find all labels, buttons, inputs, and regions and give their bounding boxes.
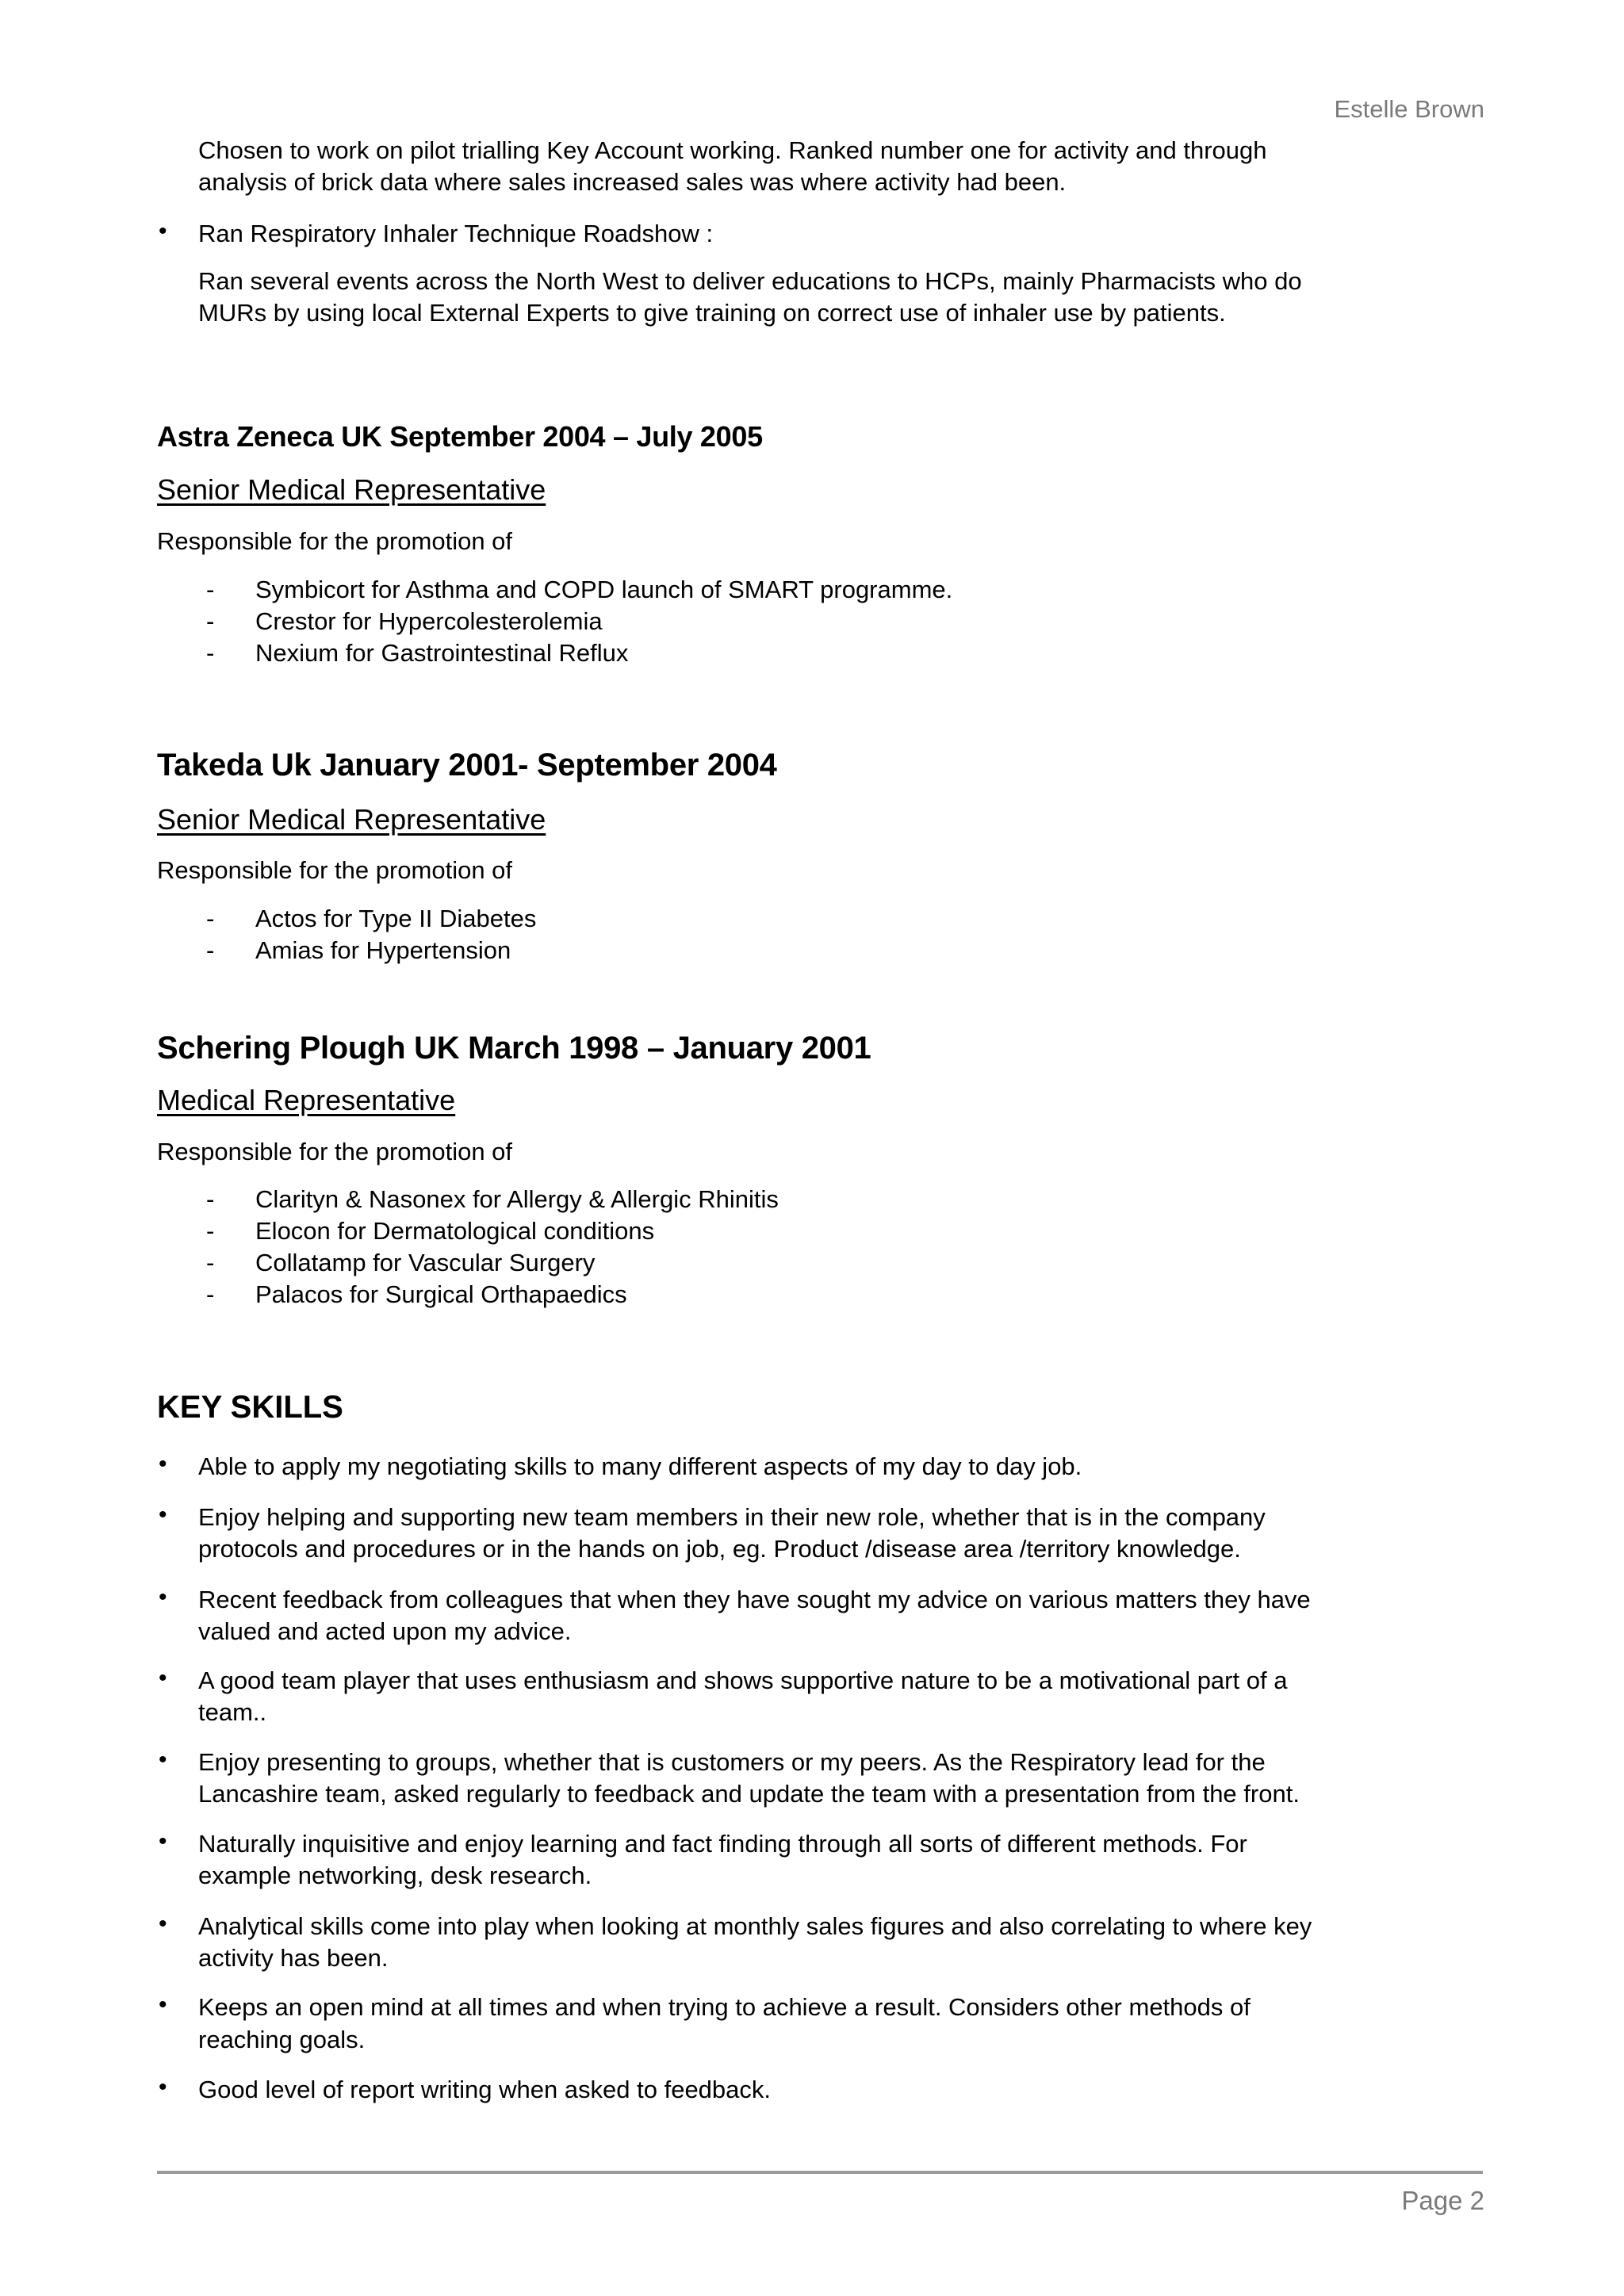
dash-icon: - [206, 607, 215, 635]
skill-line: protocols and procedures or in the hands on job, eg. Product /disease area /territory knowledge. [198, 1535, 1241, 1563]
job-item: Palacos for Surgical Orthapaedics [255, 1280, 627, 1308]
bullet-icon: • [159, 2074, 167, 2100]
intro-paragraph-line: analysis of brick data where sales increased sales was where activity had been. [198, 168, 1067, 196]
skill-line: Able to apply my negotiating skills to many different aspects of my day to day job. [198, 1452, 1082, 1480]
job-responsibility: Responsible for the promotion of [157, 856, 513, 884]
job-company-heading: Schering Plough UK March 1998 – January 2001 [157, 1031, 871, 1066]
intro-paragraph-line: Chosen to work on pilot trialling Key Account working. Ranked number one for activity and through [198, 136, 1267, 164]
skill-line: team.. [198, 1698, 267, 1726]
job-item: Nexium for Gastrointestinal Reflux [255, 639, 629, 667]
dash-icon: - [206, 1249, 215, 1276]
skill-line: Analytical skills come into play when looking at monthly sales figures and also correlating to where key [198, 1912, 1312, 1940]
job-item: Actos for Type II Diabetes [255, 905, 537, 932]
dash-icon: - [206, 1217, 215, 1245]
bullet-icon: • [159, 1992, 167, 2018]
job-item: Amias for Hypertension [255, 936, 511, 964]
job-role: Senior Medical Representative [157, 803, 546, 836]
skill-line: Enjoy helping and supporting new team members in their new role, whether that is in the company [198, 1503, 1266, 1531]
bullet-icon: • [159, 1747, 167, 1773]
skill-line: Recent feedback from colleagues that when they have sought my advice on various matters they have [198, 1586, 1311, 1613]
dash-icon: - [206, 639, 215, 667]
dash-icon: - [206, 576, 215, 603]
skill-line: Naturally inquisitive and enjoy learning and fact finding through all sorts of different methods. For [198, 1830, 1247, 1858]
key-skills-heading: KEY SKILLS [157, 1390, 343, 1425]
skill-line: example networking, desk research. [198, 1862, 592, 1889]
job-role: Medical Representative [157, 1084, 456, 1116]
bullet-icon: • [159, 1584, 167, 1610]
intro-paragraph-line: Ran several events across the North West to deliver educations to HCPs, mainly Pharmacists who do [198, 267, 1302, 295]
dash-icon: - [206, 1185, 215, 1213]
skill-line: reaching goals. [198, 2026, 366, 2053]
skill-line: A good team player that uses enthusiasm and shows supportive nature to be a motivational part of a [198, 1667, 1288, 1694]
bullet-icon: • [159, 1451, 167, 1477]
page-number: Page 2 [1401, 2186, 1484, 2215]
bullet-icon: • [159, 1502, 167, 1528]
job-company-heading: Astra Zeneca UK September 2004 – July 2005 [157, 420, 763, 453]
bullet-icon: • [159, 218, 167, 244]
job-role: Senior Medical Representative [157, 473, 546, 506]
dash-icon: - [206, 905, 215, 932]
job-item: Elocon for Dermatological conditions [255, 1217, 655, 1245]
job-item: Collatamp for Vascular Surgery [255, 1249, 596, 1276]
bullet-icon: • [159, 1665, 167, 1691]
job-company-heading: Takeda Uk January 2001- September 2004 [157, 748, 777, 783]
skill-line: Lancashire team, asked regularly to feedback and update the team with a presentation from the front. [198, 1780, 1300, 1808]
bullet-icon: • [159, 1911, 167, 1937]
job-item: Crestor for Hypercolesterolemia [255, 607, 603, 635]
job-responsibility: Responsible for the promotion of [157, 1138, 513, 1165]
footer-divider [157, 2171, 1483, 2174]
job-item: Symbicort for Asthma and COPD launch of SMART programme. [255, 576, 953, 603]
skill-line: Enjoy presenting to groups, whether that is customers or my peers. As the Respiratory lead for the [198, 1748, 1266, 1776]
skill-line: valued and acted upon my advice. [198, 1617, 572, 1645]
dash-icon: - [206, 936, 215, 964]
bullet-icon: • [159, 1828, 167, 1854]
skill-line: Good level of report writing when asked to feedback. [198, 2076, 772, 2103]
job-item: Clarityn & Nasonex for Allergy & Allergic Rhinitis [255, 1185, 779, 1213]
header-name: Estelle Brown [1334, 95, 1484, 123]
skill-line: Keeps an open mind at all times and when trying to achieve a result. Considers other methods of [198, 1993, 1251, 2021]
skill-line: activity has been. [198, 1944, 389, 1972]
dash-icon: - [206, 1280, 215, 1308]
intro-paragraph-line: MURs by using local External Experts to give training on correct use of inhaler use by patients. [198, 299, 1226, 327]
intro-bullet: Ran Respiratory Inhaler Technique Roadshow : [198, 220, 714, 247]
job-responsibility: Responsible for the promotion of [157, 527, 513, 555]
